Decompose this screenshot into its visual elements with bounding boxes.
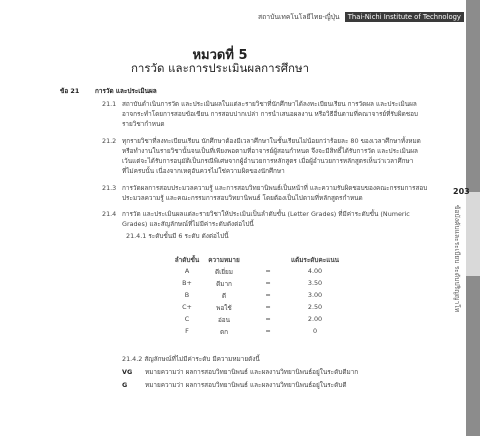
item-line: เว้นแต่จะได้รับการอนุมัติเป็นกรณีพิเศษจากผู้อำนวยการหลักสูตร เมื่อผู้อำนวยการหลักสูตรเห็นว่าเวลาศึกษา	[122, 157, 414, 165]
item-line: หรือทำงานในรายวิชานั้นจนเป็นที่เพียงพอตามที่อาจารย์ผู้สอนกำหนด จึงจะมีสิทธิ์ได้รับการวัด และประเมินผล	[122, 147, 418, 155]
subclause-2141: 21.4.1 ระดับขั้นมี 6 ระดับ ดังต่อไปนี้	[126, 232, 229, 240]
symbol-description: หมายความว่า ผลการสอบวิทยานิพนธ์ และผลงานวิทยานิพนธ์อยู่ในระดับดี	[145, 381, 347, 389]
chapter-title: หมวดที่ 5	[192, 48, 248, 63]
equals-sign: =	[265, 303, 271, 311]
equals-sign: =	[265, 315, 271, 323]
column-header: ความหมาย	[208, 256, 240, 264]
equals-sign: =	[265, 327, 271, 335]
symbol-code: VG	[122, 368, 133, 376]
grade-points: 0	[312, 327, 318, 335]
symbol-description: หมายความว่า ผลการสอบวิทยานิพนธ์ และผลงานวิทยานิพนธ์อยู่ในระดับดีมาก	[145, 368, 359, 376]
side-section-label: ข้อบังคับและระเบียบ ระดับปริญญาโท	[453, 205, 461, 313]
grade-meaning: ตก	[219, 328, 229, 336]
column-header: ลำดับขั้น	[174, 256, 200, 264]
equals-sign: =	[265, 267, 271, 275]
grade-meaning: พอใช้	[216, 304, 232, 312]
item-number: 21.4	[102, 210, 117, 218]
item-line: ประมวลความรู้ และคณะกรรมการสอบวิทยานิพนธ์ โดยต้องเป็นไปตามที่หลักสูตรกำหนด	[122, 194, 363, 202]
grade-letter: C+	[182, 303, 192, 311]
column-header: แต้มระดับคะแนน	[290, 256, 340, 264]
page-number: 203	[453, 187, 470, 196]
equals-sign: =	[265, 279, 271, 287]
grade-letter: F	[185, 327, 189, 335]
grade-points: 2.50	[307, 303, 323, 311]
institute-name: สถาบันเทคโนโลยีไทย-ญี่ปุ่น	[258, 13, 340, 21]
chapter-subtitle: การวัด และการประเมินผลการศึกษา	[130, 61, 310, 75]
item-line: Grades) และสัญลักษณ์ที่ไม่มีค่าระดับดังต่อไปนี้	[122, 220, 254, 228]
page-edge-tab	[466, 192, 480, 276]
page-header	[258, 11, 464, 22]
grade-meaning: ดีมาก	[216, 280, 232, 288]
grade-meaning: ดีเยี่ยม	[214, 268, 234, 276]
grade-points: 4.00	[307, 267, 323, 275]
symbol-code: G	[122, 381, 128, 389]
item-number: 21.2	[102, 137, 117, 145]
grade-points: 3.50	[307, 279, 323, 287]
item-line: ที่ไม่ครบนั้น เนื่องจากเหตุอันควรไม่ใช่ความผิดของนักศึกษา	[122, 167, 285, 175]
subclause-2142: 21.4.2 สัญลักษณ์ที่ไม่มีค่าระดับ มีความหมายดังนี้	[122, 355, 260, 363]
grade-letter: A	[184, 267, 190, 275]
item-line: ทุกรายวิชาที่ลงทะเบียนเรียน นักศึกษาต้องมีเวลาศึกษาในชั้นเรียนไม่น้อยกว่าร้อยละ 80 ของเวลาศึกษาทั้งหมด	[122, 137, 421, 145]
item-line: สถาบันดำเนินการวัด และประเมินผลในแต่ละรายวิชาที่นักศึกษาได้ลงทะเบียนเรียน การวัดผล และประเมินผล	[122, 100, 417, 108]
grade-meaning: ดี	[221, 292, 227, 300]
grade-points: 3.00	[307, 291, 323, 299]
grade-meaning: อ่อน	[217, 316, 231, 324]
item-line: การวัด และประเมินผลแต่ละรายวิชาให้ประเมินเป็นลำดับขั้น (Letter Grades) ที่มีค่าระดับขั้น (Numeric	[122, 210, 410, 218]
article-title: การวัด และประเมินผล	[95, 87, 157, 95]
item-line: อาจกระทำโดยการสอบข้อเขียน การสอบปากเปล่า การนำเสนอผลงาน หรือวิธีอื่นตามที่คณาจารย์ที่รับผิดชอบ	[122, 110, 418, 118]
item-line: การวัดผลการสอบประมวลความรู้ และการสอบวิทยานิพนธ์เป็นหน้าที่ และความรับผิดชอบของคณะกรรมการสอบ	[122, 184, 428, 192]
item-line: รายวิชากำหนด	[122, 120, 165, 128]
grade-letter: C	[184, 315, 190, 323]
article-number: ข้อ 21	[60, 87, 80, 95]
grade-letter: B	[184, 291, 190, 299]
institute-badge: Thai-Nichi Institute of Technology	[345, 12, 464, 22]
item-number: 21.3	[102, 184, 117, 192]
grade-letter: B+	[182, 279, 192, 287]
grade-points: 2.00	[307, 315, 323, 323]
equals-sign: =	[265, 291, 271, 299]
item-number: 21.1	[102, 100, 117, 108]
